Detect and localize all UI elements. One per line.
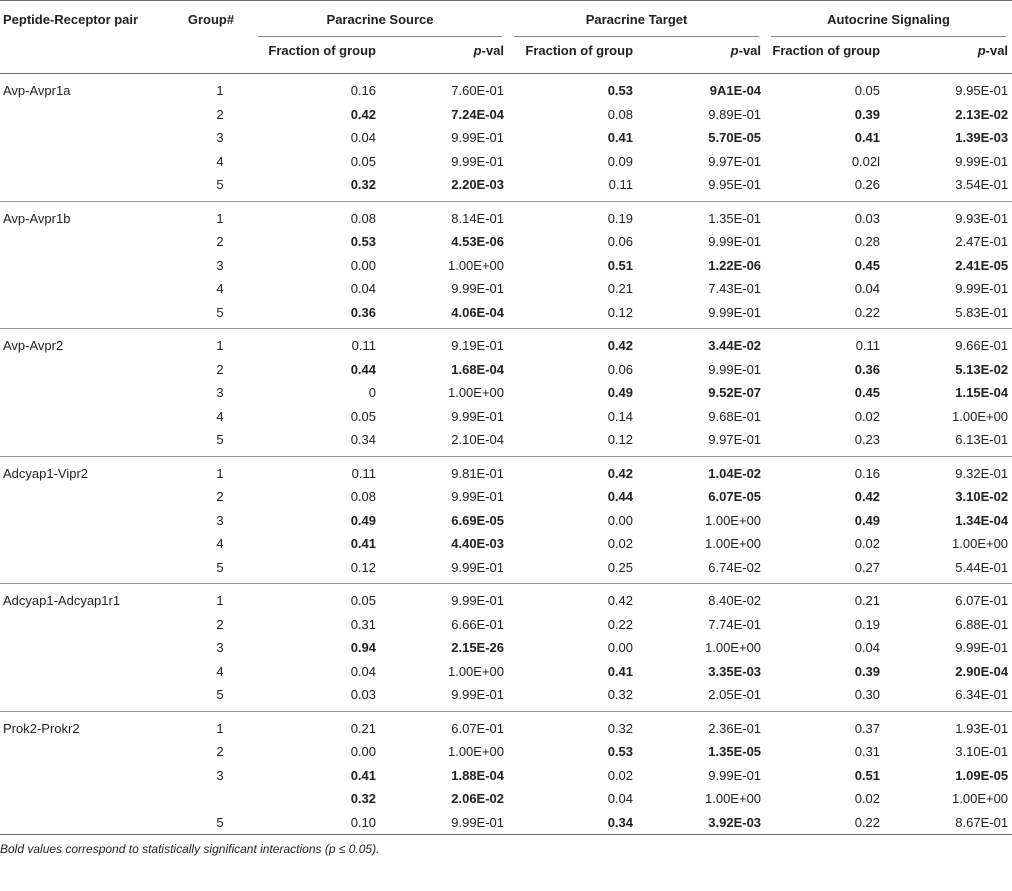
paracrine-source-pval: 1.00E+00: [447, 385, 505, 401]
table-row: [0, 150, 1012, 174]
autocrine-pval: 2.47E-01: [955, 234, 1009, 250]
paracrine-source-pval: 6.66E-01: [451, 616, 505, 632]
autocrine-pval: 5.83E-01: [884, 301, 1012, 329]
paracrine-target-fraction: 0.12: [508, 301, 637, 329]
autocrine-pval: 1.15E-04: [955, 385, 1009, 401]
paracrine-target-fraction: 0.42: [607, 338, 634, 354]
paracrine-source-pval: 2.10E-04: [380, 428, 508, 456]
peptide-receptor-pair: [0, 764, 170, 788]
paracrine-source-fraction: 0.42: [350, 106, 376, 122]
group-number: 4: [216, 153, 224, 169]
paracrine-target-pval: 1.00E+00: [705, 791, 762, 807]
group-number: 1: [216, 593, 224, 609]
autocrine-fraction: 0.19: [854, 616, 881, 632]
paracrine-source-fraction: 0.31: [350, 616, 376, 632]
group-number: 1: [216, 338, 224, 354]
table-row: [0, 405, 1012, 429]
paracrine-source-fraction: 0: [368, 385, 376, 401]
autocrine-fraction: 0.39: [854, 663, 881, 679]
paracrine-target-fraction: 0.14: [607, 408, 634, 424]
paracrine-source-pval: 1.00E+00: [447, 257, 505, 273]
table-row: [0, 381, 1012, 405]
group-number: 1: [216, 465, 224, 481]
footnote: Bold values correspond to statistically significant interactions (p ≤ 0.05).: [0, 842, 380, 856]
paracrine-source-fraction: 0.03: [252, 683, 380, 711]
group-number: 5: [170, 556, 252, 584]
table-row: [0, 556, 1012, 584]
table-row: [0, 660, 1012, 684]
paracrine-source-pval: 9.99E-01: [451, 593, 505, 609]
paracrine-target-pval: 9.99E-01: [708, 361, 762, 377]
group-number: 2: [216, 106, 224, 122]
autocrine-fraction: 0.42: [854, 489, 881, 505]
autocrine-pval: 9.95E-01: [955, 83, 1009, 99]
paracrine-target-fraction: 0.41: [607, 663, 634, 679]
group-number: 1: [216, 83, 224, 99]
paracrine-source-pval: 6.07E-01: [451, 720, 505, 736]
autocrine-fraction: 0.02: [854, 408, 881, 424]
table-row: [0, 329, 1012, 358]
paracrine-source-fraction: 0.32: [252, 173, 380, 201]
autocrine-fraction: 0.30: [765, 683, 884, 711]
subheader-fraction: Fraction of group: [508, 37, 637, 74]
paracrine-source-fraction: 0.41: [350, 536, 376, 552]
table-row: [0, 230, 1012, 254]
header-paracrine-target: Paracrine Target: [508, 1, 765, 38]
paracrine-target-pval: 9.89E-01: [708, 106, 762, 122]
peptide-receptor-pair: [0, 811, 170, 835]
group-number: 4: [216, 281, 224, 297]
paracrine-source-pval: 9.99E-01: [451, 281, 505, 297]
peptide-receptor-pair: [0, 381, 170, 405]
paracrine-source-pval: 1.00E+00: [447, 744, 505, 760]
paracrine-target-fraction: 0.53: [607, 744, 634, 760]
paracrine-target-pval: 9.68E-01: [708, 408, 762, 424]
peptide-receptor-pair: [0, 636, 170, 660]
paracrine-source-pval: 2.15E-26: [451, 640, 505, 656]
paracrine-source-fraction: 0.04: [350, 130, 376, 146]
paracrine-source-pval: 4.53E-06: [451, 234, 505, 250]
autocrine-fraction: 0.21: [854, 593, 881, 609]
table-row: [0, 456, 1012, 485]
autocrine-pval: 1.00E+00: [952, 408, 1009, 424]
paracrine-source-pval: 6.69E-05: [451, 512, 505, 528]
peptide-receptor-pair: [0, 532, 170, 556]
paracrine-source-fraction: 0.05: [350, 408, 376, 424]
table-row: [0, 584, 1012, 613]
paracrine-source-pval: 9.81E-01: [451, 465, 505, 481]
paracrine-target-fraction: 0.32: [607, 720, 634, 736]
group-number: 5: [170, 683, 252, 711]
autocrine-pval: 6.13E-01: [884, 428, 1012, 456]
paracrine-target-pval: 9.99E-01: [708, 234, 762, 250]
autocrine-fraction: 0.41: [854, 130, 881, 146]
paracrine-target-pval: 9.99E-01: [637, 301, 765, 329]
paracrine-target-fraction: 0.22: [607, 616, 634, 632]
peptide-receptor-pair: [0, 126, 170, 150]
table-row: [0, 485, 1012, 509]
peptide-receptor-pair: [0, 740, 170, 764]
paracrine-source-pval: 8.14E-01: [451, 210, 505, 226]
table-row: [0, 764, 1012, 788]
paracrine-target-pval: 6.74E-02: [637, 556, 765, 584]
header-autocrine-signaling: Autocrine Signaling: [765, 1, 1012, 38]
table-row: [0, 683, 1012, 711]
group-number: 5: [170, 301, 252, 329]
peptide-receptor-pair: [0, 787, 170, 811]
paracrine-source-fraction: 0.08: [350, 210, 376, 226]
peptide-receptor-pair: Avp-Avpr2: [3, 338, 64, 354]
header-pair: Peptide-Receptor pair: [0, 1, 170, 38]
peptide-receptor-pair: [0, 509, 170, 533]
paracrine-target-fraction: 0.11: [508, 173, 637, 201]
group-number: 3: [216, 257, 224, 273]
autocrine-pval: 8.67E-01: [884, 811, 1012, 835]
autocrine-pval: 2.90E-04: [955, 663, 1009, 679]
autocrine-pval: 5.13E-02: [955, 361, 1009, 377]
peptide-receptor-pair: [0, 556, 170, 584]
autocrine-pval: 6.34E-01: [884, 683, 1012, 711]
paracrine-target-pval: 9.95E-01: [637, 173, 765, 201]
autocrine-pval: 6.88E-01: [955, 616, 1009, 632]
table-row: [0, 711, 1012, 740]
autocrine-pval: 3.54E-01: [884, 173, 1012, 201]
group-number: 4: [216, 663, 224, 679]
table-row: [0, 740, 1012, 764]
group-number: [170, 787, 252, 811]
autocrine-fraction: 0.23: [765, 428, 884, 456]
autocrine-fraction: 0.04: [854, 640, 881, 656]
header-paracrine-source: Paracrine Source: [252, 1, 508, 38]
paracrine-target-fraction: 0.21: [607, 281, 634, 297]
paracrine-target-pval: 1.22E-06: [708, 257, 762, 273]
paracrine-source-pval: 7.24E-04: [451, 106, 505, 122]
subheader-fraction: Fraction of group: [765, 37, 884, 74]
paracrine-target-fraction: 0.08: [607, 106, 634, 122]
autocrine-pval: 2.41E-05: [955, 257, 1009, 273]
autocrine-fraction: 0.02: [854, 536, 881, 552]
autocrine-fraction: 0.45: [854, 385, 881, 401]
group-number: 3: [216, 385, 224, 401]
autocrine-fraction: 0.05: [854, 83, 881, 99]
autocrine-fraction: 0.49: [854, 512, 881, 528]
paracrine-source-pval: 9.99E-01: [380, 683, 508, 711]
peptide-receptor-pair: [0, 150, 170, 174]
paracrine-target-fraction: 0.53: [607, 83, 634, 99]
peptide-receptor-pair: [0, 103, 170, 127]
paracrine-target-fraction: 0.02: [607, 767, 634, 783]
paracrine-target-fraction: 0.42: [607, 593, 634, 609]
paracrine-target-pval: 1.00E+00: [705, 536, 762, 552]
paracrine-target-pval: 1.00E+00: [705, 512, 762, 528]
peptide-receptor-pair: [0, 613, 170, 637]
paracrine-source-pval: 7.60E-01: [451, 83, 505, 99]
paracrine-target-pval: 1.35E-05: [708, 744, 762, 760]
paracrine-source-pval: 9.99E-01: [451, 408, 505, 424]
paracrine-target-pval: 3.44E-02: [708, 338, 762, 354]
peptide-receptor-pair: Avp-Avpr1a: [3, 83, 71, 99]
group-number: 1: [216, 720, 224, 736]
paracrine-source-fraction: 0.00: [350, 257, 376, 273]
table-row: [0, 636, 1012, 660]
autocrine-pval: 1.39E-03: [955, 130, 1009, 146]
subheader-pval: p-val: [884, 37, 1012, 74]
group-number: 4: [216, 536, 224, 552]
autocrine-fraction: 0.11: [855, 338, 881, 354]
group-number: 5: [170, 173, 252, 201]
paracrine-target-pval: 9A1E-04: [709, 83, 762, 99]
paracrine-target-pval: 6.07E-05: [708, 489, 762, 505]
autocrine-fraction: 0.02l: [851, 153, 881, 169]
paracrine-target-fraction: 0.12: [508, 428, 637, 456]
autocrine-fraction: 0.04: [854, 281, 881, 297]
group-number: 1: [216, 210, 224, 226]
table-row: [0, 428, 1012, 456]
paracrine-source-fraction: 0.05: [350, 593, 376, 609]
table-row: [0, 613, 1012, 637]
paracrine-target-pval: 2.36E-01: [708, 720, 762, 736]
peptide-receptor-pair: Prok2-Prokr2: [3, 720, 80, 736]
autocrine-fraction: 0.45: [854, 257, 881, 273]
paracrine-target-fraction: 0.25: [508, 556, 637, 584]
group-number: 2: [216, 616, 224, 632]
autocrine-pval: 9.32E-01: [955, 465, 1009, 481]
paracrine-source-pval: 9.99E-01: [451, 489, 505, 505]
subheader-fraction: Fraction of group: [252, 37, 380, 74]
paracrine-source-fraction: 0.11: [351, 338, 376, 354]
subheader-pval: p-val: [380, 37, 508, 74]
paracrine-target-fraction: 0.49: [607, 385, 634, 401]
table-row: [0, 787, 1012, 811]
peptide-receptor-pair: Adcyap1-Vipr2: [3, 465, 89, 481]
paracrine-target-pval: 3.35E-03: [708, 663, 762, 679]
paracrine-source-fraction: 0.21: [350, 720, 376, 736]
autocrine-fraction: 0.22: [765, 811, 884, 835]
paracrine-source-pval: 2.06E-02: [451, 791, 505, 807]
paracrine-target-fraction: 0.44: [607, 489, 634, 505]
paracrine-target-fraction: 0.19: [607, 210, 634, 226]
peptide-receptor-pair: [0, 254, 170, 278]
header-group: Group#: [170, 1, 252, 38]
peptide-receptor-pair: [0, 660, 170, 684]
paracrine-target-fraction: 0.00: [607, 512, 634, 528]
autocrine-fraction: 0.36: [854, 361, 881, 377]
autocrine-pval: 1.09E-05: [955, 767, 1009, 783]
paracrine-source-fraction: 0.32: [350, 791, 376, 807]
paracrine-source-fraction: 0.53: [350, 234, 376, 250]
autocrine-pval: 1.93E-01: [955, 720, 1009, 736]
peptide-receptor-pair: Avp-Avpr1b: [3, 210, 71, 226]
paracrine-source-fraction: 0.36: [252, 301, 380, 329]
peptide-receptor-pair: [0, 230, 170, 254]
table-row: [0, 811, 1012, 835]
paracrine-target-fraction: 0.06: [607, 234, 634, 250]
autocrine-pval: 9.99E-01: [955, 640, 1009, 656]
paracrine-source-fraction: 0.10: [252, 811, 380, 835]
autocrine-pval: 9.93E-01: [955, 210, 1009, 226]
paracrine-source-fraction: 0.08: [350, 489, 376, 505]
paracrine-target-pval: 8.40E-02: [708, 593, 762, 609]
paracrine-source-fraction: 0.16: [350, 83, 376, 99]
autocrine-pval: 9.99E-01: [955, 153, 1009, 169]
paracrine-source-fraction: 0.05: [350, 153, 376, 169]
peptide-receptor-pair: Adcyap1-Adcyap1r1: [3, 593, 121, 609]
paracrine-source-pval: 4.40E-03: [451, 536, 505, 552]
autocrine-fraction: 0.03: [854, 210, 881, 226]
paracrine-target-pval: 5.70E-05: [708, 130, 762, 146]
autocrine-pval: 3.10E-01: [955, 744, 1009, 760]
group-number: 2: [216, 744, 224, 760]
paracrine-target-pval: 7.43E-01: [708, 281, 762, 297]
autocrine-fraction: 0.37: [854, 720, 881, 736]
autocrine-pval: 6.07E-01: [955, 593, 1009, 609]
paracrine-target-pval: 9.97E-01: [708, 153, 762, 169]
group-number: 3: [216, 512, 224, 528]
autocrine-fraction: 0.16: [854, 465, 881, 481]
paracrine-target-fraction: 0.02: [607, 536, 634, 552]
paracrine-source-pval: 1.88E-04: [451, 767, 505, 783]
table-row: [0, 201, 1012, 230]
autocrine-fraction: 0.28: [854, 234, 881, 250]
table-row: [0, 103, 1012, 127]
paracrine-target-fraction: 0.06: [607, 361, 634, 377]
paracrine-target-pval: 1.00E+00: [705, 640, 762, 656]
paracrine-source-pval: 9.19E-01: [451, 338, 505, 354]
group-number: 3: [216, 130, 224, 146]
paracrine-target-fraction: 0.51: [607, 257, 634, 273]
paracrine-target-pval: 9.99E-01: [708, 767, 762, 783]
paracrine-source-fraction: 0.34: [252, 428, 380, 456]
group-number: 5: [170, 811, 252, 835]
paracrine-target-fraction: 0.32: [508, 683, 637, 711]
paracrine-source-fraction: 0.00: [350, 744, 376, 760]
paracrine-target-fraction: 0.34: [508, 811, 637, 835]
table-row: [0, 301, 1012, 329]
peptide-receptor-pair: [0, 683, 170, 711]
table-row: [0, 126, 1012, 150]
autocrine-fraction: 0.39: [854, 106, 881, 122]
table-row: [0, 254, 1012, 278]
peptide-receptor-pair: [0, 173, 170, 201]
autocrine-fraction: 0.26: [765, 173, 884, 201]
autocrine-fraction: 0.22: [765, 301, 884, 329]
autocrine-pval: 1.34E-04: [955, 512, 1009, 528]
group-number: 2: [216, 234, 224, 250]
paracrine-target-pval: 9.52E-07: [708, 385, 762, 401]
autocrine-pval: 3.10E-02: [955, 489, 1009, 505]
group-number: 3: [216, 640, 224, 656]
paracrine-target-pval: 2.05E-01: [637, 683, 765, 711]
paracrine-source-pval: 4.06E-04: [380, 301, 508, 329]
peptide-receptor-pair: [0, 405, 170, 429]
autocrine-fraction: 0.31: [854, 744, 881, 760]
paracrine-target-pval: 1.35E-01: [708, 210, 762, 226]
paracrine-target-pval: 7.74E-01: [708, 616, 762, 632]
paracrine-target-fraction: 0.04: [607, 791, 634, 807]
paracrine-target-pval: 9.97E-01: [637, 428, 765, 456]
paracrine-source-pval: 9.99E-01: [451, 153, 505, 169]
group-number: 5: [170, 428, 252, 456]
table-row: [0, 532, 1012, 556]
paracrine-target-pval: 3.92E-03: [637, 811, 765, 835]
paracrine-target-fraction: 0.41: [607, 130, 634, 146]
autocrine-pval: 1.00E+00: [952, 791, 1009, 807]
paracrine-target-fraction: 0.00: [607, 640, 634, 656]
peptide-receptor-pair: [0, 485, 170, 509]
table-row: [0, 358, 1012, 382]
group-number: 2: [216, 361, 224, 377]
table-row: [0, 173, 1012, 201]
table-row: [0, 509, 1012, 533]
group-number: 4: [216, 408, 224, 424]
autocrine-fraction: 0.02: [854, 791, 881, 807]
paracrine-source-fraction: 0.94: [350, 640, 376, 656]
group-number: 2: [216, 489, 224, 505]
autocrine-pval: 1.00E+00: [952, 536, 1009, 552]
subheader-pval: p-val: [637, 37, 765, 74]
paracrine-source-fraction: 0.41: [350, 767, 376, 783]
peptide-receptor-pair: [0, 428, 170, 456]
paracrine-target-fraction: 0.42: [607, 465, 634, 481]
paracrine-source-fraction: 0.04: [350, 281, 376, 297]
paracrine-source-fraction: 0.12: [252, 556, 380, 584]
peptide-receptor-pair: [0, 277, 170, 301]
paracrine-source-fraction: 0.49: [350, 512, 376, 528]
peptide-receptor-pair: [0, 358, 170, 382]
paracrine-source-pval: 1.00E+00: [447, 663, 505, 679]
peptide-receptor-pair: [0, 301, 170, 329]
paracrine-target-fraction: 0.09: [607, 153, 634, 169]
autocrine-pval: 9.66E-01: [955, 338, 1009, 354]
paracrine-source-fraction: 0.04: [350, 663, 376, 679]
paracrine-source-pval: 9.99E-01: [380, 556, 508, 584]
autocrine-fraction: 0.27: [765, 556, 884, 584]
autocrine-pval: 9.99E-01: [955, 281, 1009, 297]
group-number: 3: [216, 767, 224, 783]
paracrine-target-pval: 1.04E-02: [708, 465, 762, 481]
autocrine-pval: 2.13E-02: [955, 106, 1009, 122]
paracrine-source-pval: 9.99E-01: [380, 811, 508, 835]
paracrine-source-fraction: 0.11: [351, 465, 376, 481]
table-row: [0, 74, 1012, 103]
table-row: [0, 277, 1012, 301]
autocrine-fraction: 0.51: [854, 767, 881, 783]
table-body: [0, 74, 1012, 835]
autocrine-pval: 5.44E-01: [884, 556, 1012, 584]
paracrine-source-pval: 1.68E-04: [451, 361, 505, 377]
paracrine-source-pval: 2.20E-03: [380, 173, 508, 201]
paracrine-source-fraction: 0.44: [350, 361, 376, 377]
paracrine-source-pval: 9.99E-01: [451, 130, 505, 146]
